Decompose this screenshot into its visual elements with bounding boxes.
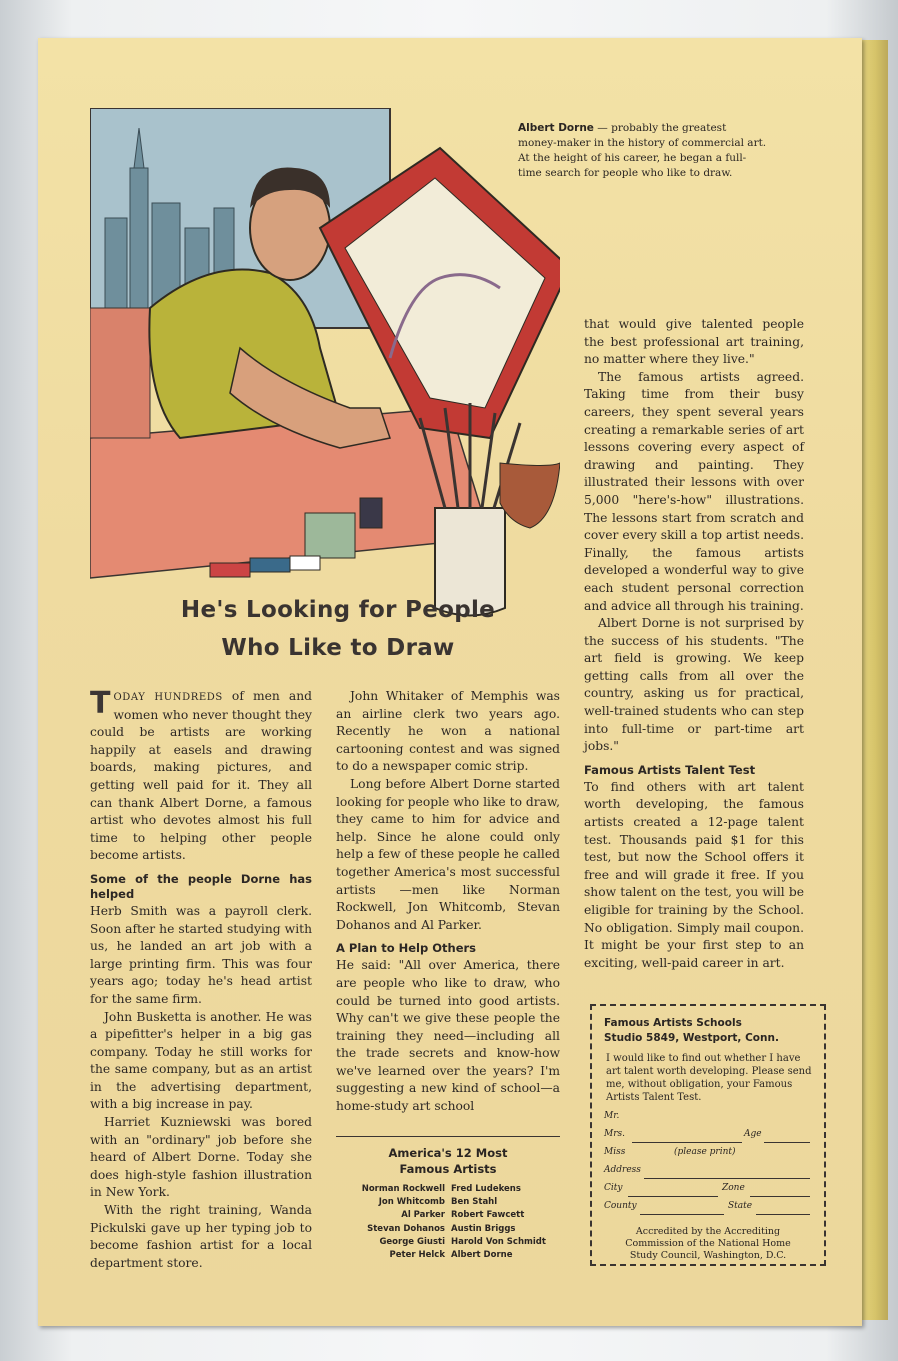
label-miss: Miss [604,1147,626,1157]
artist-name: Austin Briggs [451,1223,516,1234]
text-column-1 [90,688,312,1272]
name-field [604,1110,812,1128]
label-city: City [604,1183,623,1193]
artist-name: Norman Rockwell [361,1184,445,1194]
caption-name: Albert Dorne [518,122,594,134]
artist-name: Ben Stahl [451,1197,498,1208]
drop-cap: T [90,686,111,721]
paint-tin [305,513,355,558]
paragraph: The famous artists agreed. Taking time from their busy careers, they spent several years creating a remarkable series of art lessons covering every aspect of drawing and painting. They illustrated their lessons with over 5,000 "here's-how" illustrations. The lessons start from scratch and cover every skill a top artist needs. Finally, the famous artists developed a wonderful way to give each student personal correction and advice all through his training. [584,369,804,613]
label-state: State [728,1201,753,1211]
subhead-people-helped: Some of the people Dorne has helped [90,871,312,901]
artist-row [336,1183,560,1196]
coupon-address: Studio 5849, Westport, Conn. [604,1032,779,1044]
famous-artists-box [336,1136,560,1262]
subhead-talent-test: Famous Artists Talent Test [584,762,756,777]
intro-paragraph [90,688,312,865]
bowl [500,463,560,528]
paragraph: With the right training, Wanda Pickulski gave up her typing job to become fashion artist for a local department store. [90,1203,312,1270]
artist-row [336,1236,560,1249]
artists-list [336,1183,560,1262]
artist-row [336,1223,560,1236]
paragraph: Long before Albert Dorne started looking for people who like to draw, they came to him for advice and help. Since he alone could only help a few of these people he called together America's most successful artists —men like Norman Rockwell, Jon Whitcomb, Stevan Dohanos and Al Parker. [336,776,560,932]
chair [90,308,150,438]
artist-name: George Giusti [379,1236,445,1247]
paragraph: John Whitaker of Memphis was an airline clerk two years ago. Recently he won a national cartooning contest and was signed to do a newspaper comic strip. [336,689,560,774]
miss-field [604,1146,812,1164]
albert-dorne-illustration [90,108,560,628]
paragraph: He said: "All over America, there are people who like to draw, who could be turned into good artists. Why can't we give these people the training they need—including all the trade secrets and know-how we've learned over the years? I'm suggesting a new kind of school—a home-study art school [336,958,560,1114]
caption-text: — probably the greatest money-maker in the history of commercial art. At the height of his career, he began a full-time search for people who like to draw. [518,122,767,179]
artist-name: Stevan Dohanos [367,1223,445,1234]
paragraph: Albert Dorne is not surprised by the success of his students. "The art field is growing. We keep getting calls from all over the country, asking us for practical, well-trained students who can step into full-time or part-time art jobs." [584,616,804,754]
city-zone-field [604,1182,812,1200]
subhead-plan: A Plan to Help Others [336,941,477,956]
label-please-print: (please print) [674,1147,736,1157]
artist-row [336,1209,560,1222]
paragraph: Harriet Kuzniewski was bored with an "ordinary" job before she heard of Albert Dorne. Today she does high-style fashion illustration in New York. [90,1115,312,1200]
artists-title [336,1145,560,1177]
artist-name: Albert Dorne [451,1250,513,1261]
label-mrs: Mrs. [604,1129,625,1139]
mrs-age-field [604,1128,812,1146]
artist-name: Harold Von Schmidt [451,1236,546,1247]
ink-bottle [360,498,382,528]
headline-line-1: He's Looking for People [180,597,496,623]
text-column-3 [584,316,804,972]
artist-name: Robert Fawcett [451,1210,525,1221]
label-county: County [604,1201,637,1211]
intro-text: of men and women who never thought they could be artists are working happily at easels and drawing boards, making pictures, and getting well paid for it. They all can thank Albert Dorne, a famous artist who devotes almost his full time to helping other people become artists. [90,689,312,863]
paragraph: John Busketta is another. He was a pipefitter's helper in a big gas company. Today he still works for the same company, but as an artist in the advertising department, with a big increase in pay. [90,1009,312,1112]
comic-page [38,38,862,1326]
headline-line-2: Who Like to Draw [221,635,455,661]
mail-coupon [590,1004,826,1266]
coupon-school: Famous Artists Schools [604,1017,742,1029]
artist-name: Peter Helck [389,1250,445,1261]
headline [118,591,558,667]
coupon-accreditation: Accredited by the Accrediting Commission of the National Home Study Council, Washington, D.C. [625,1226,791,1261]
artist-name: Al Parker [401,1210,445,1221]
paragraph: Herb Smith was a payroll clerk. Soon after he started studying with us, he landed an art job with a large printing firm. This was four years ago; today he's head artist for the same firm. [90,903,312,1006]
label-address: Address [604,1165,641,1175]
paragraph: To find others with art talent worth developing, the famous artists created a 12-page talent test. Thousands paid $1 for this test, but now the School offers it free and will grade it free. If you show talent on the test, you will be eligible for training by the School. No obligation. Simply mail coupon. It might be your first step to an exciting, well-paid career in art. [584,779,804,970]
label-zone: Zone [722,1183,745,1193]
artists-title-line-1: America's 12 Most [388,1146,508,1160]
paragraph: that would give talented people the best professional art training, no matter where they live." [584,317,804,367]
illustration-caption [518,121,768,181]
county-state-field [604,1200,812,1218]
artist-name: Jon Whitcomb [378,1197,445,1208]
artist-row [336,1196,560,1209]
artist-name: Fred Ludekens [451,1184,521,1194]
coupon-form [604,1110,812,1218]
coupon-header [604,1016,812,1046]
text-column-2 [336,688,560,1116]
label-mr: Mr. [604,1111,620,1121]
label-age: Age [744,1129,762,1139]
coupon-request-text: I would like to find out whether I have art talent worth developing. Please send me, without obligation, your Famous Artists Talent Test. [606,1053,812,1103]
artist-row [336,1249,560,1262]
intro-smallcaps: ODAY HUNDREDS [113,692,223,703]
artists-title-line-2: Famous Artists [399,1162,497,1176]
address-field [604,1164,812,1182]
